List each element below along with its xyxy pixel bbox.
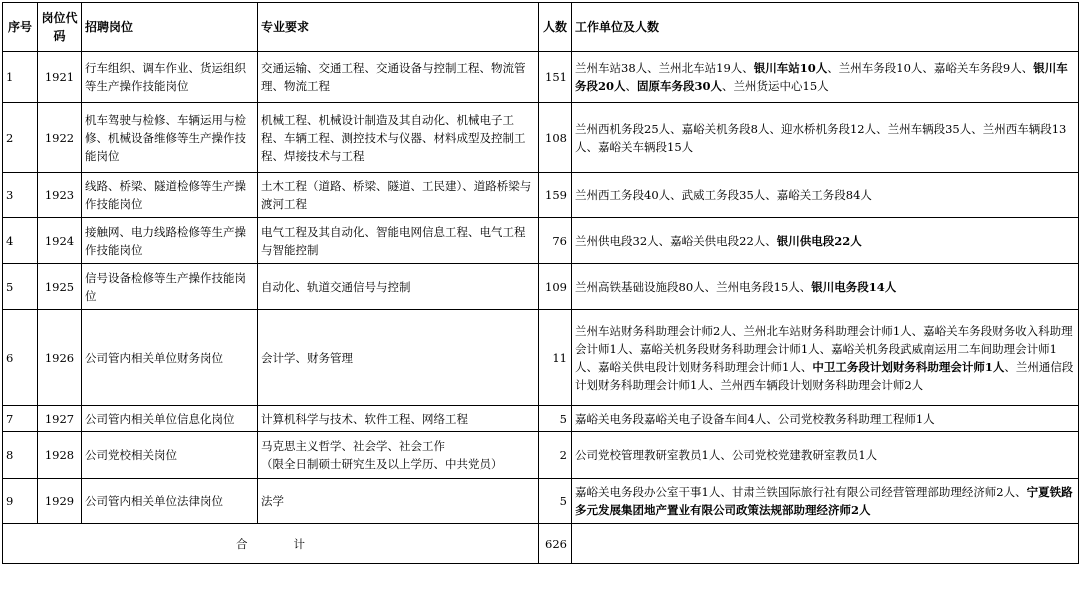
- row-seq: 5: [3, 264, 38, 310]
- header-count: 人数: [539, 3, 572, 52]
- table-row: [3, 264, 1079, 310]
- table-row: [3, 173, 1079, 218]
- row-seq: 3: [3, 173, 38, 218]
- units-text: 兰州车站财务科助理会计师2人、兰州北车站财务科助理会计师1人、嘉峪关车务段财务收入科助理会计师1人、嘉峪关机务段财务科助理会计师1人、嘉峪关机务段武威南运用二车间助理会计师1人、嘉峪关供电段计划财务科助理会计师1人、: [575, 323, 1073, 374]
- row-seq: 7: [3, 406, 38, 432]
- units-text: 兰州高铁基础设施段80人、兰州电务段15人、: [575, 279, 812, 294]
- row-position: 线路、桥梁、隧道检修等生产操作技能岗位: [82, 173, 258, 218]
- row-units: [572, 173, 1079, 218]
- row-code: 1925: [38, 264, 82, 310]
- total-count: 626: [539, 524, 572, 564]
- row-major: 电气工程及其自动化、智能电网信息工程、电气工程与智能控制: [258, 218, 539, 264]
- table-row: [3, 479, 1079, 524]
- table-row: [3, 52, 1079, 103]
- header-row: [3, 3, 1079, 52]
- table-row: [3, 432, 1079, 479]
- units-text: 嘉峪关电务段办公室干事1人、甘肃兰铁国际旅行社有限公司经营管理部助理经济师2人、: [575, 485, 1027, 499]
- units-text: 、兰州通信段计划财务科助理会计师1人、兰州西车辆段计划财务科助理会计师2人: [575, 359, 1074, 392]
- table-row: [3, 310, 1079, 406]
- row-units: [572, 432, 1079, 479]
- units-highlight: 固原车务段30人: [637, 79, 723, 93]
- units-highlight: 银川车务段20人: [575, 61, 1068, 93]
- row-units: [572, 52, 1079, 103]
- row-position: 信号设备检修等生产操作技能岗位: [82, 264, 258, 310]
- total-label: 合 计: [3, 524, 539, 564]
- row-major: 自动化、轨道交通信号与控制: [258, 264, 539, 310]
- header-position: 招聘岗位: [82, 3, 258, 52]
- row-major: 会计学、财务管理: [258, 310, 539, 406]
- table-row: [3, 103, 1079, 173]
- units-text: 兰州供电段32人、嘉峪关供电段22人、: [575, 233, 777, 248]
- total-units-empty: [572, 524, 1079, 564]
- row-code: 1929: [38, 479, 82, 524]
- row-major: 机械工程、机械设计制造及其自动化、机械电子工程、车辆工程、测控技术与仪器、材料成型及控制工程、焊接技术与工程: [258, 103, 539, 173]
- row-position: 行车组织、调车作业、货运组织等生产操作技能岗位: [82, 52, 258, 103]
- row-seq: 2: [3, 103, 38, 173]
- row-code: 1921: [38, 52, 82, 103]
- row-position: 公司管内相关单位财务岗位: [82, 310, 258, 406]
- row-seq: 1: [3, 52, 38, 103]
- header-seq: 序号: [3, 3, 38, 52]
- row-count: 76: [539, 218, 572, 264]
- row-code: 1923: [38, 173, 82, 218]
- units-text: 、: [625, 79, 638, 93]
- row-count: 159: [539, 173, 572, 218]
- row-major: 法学: [258, 479, 539, 524]
- units-highlight: 银川供电段22人: [776, 233, 862, 248]
- row-major-text: 马克思主义哲学、社会学、社会工作: [261, 439, 445, 453]
- header-code: 岗位代码: [38, 3, 82, 52]
- row-position: 接触网、电力线路检修等生产操作技能岗位: [82, 218, 258, 264]
- row-count: 5: [539, 479, 572, 524]
- row-position: 机车驾驶与检修、车辆运用与检修、机械设备维修等生产操作技能岗位: [82, 103, 258, 173]
- units-text: 兰州车站38人、兰州北车站19人、: [575, 61, 754, 75]
- row-seq: 6: [3, 310, 38, 406]
- row-count: 109: [539, 264, 572, 310]
- row-seq: 9: [3, 479, 38, 524]
- row-code: 1922: [38, 103, 82, 173]
- row-units: [572, 264, 1079, 310]
- row-units: [572, 218, 1079, 264]
- row-seq: 8: [3, 432, 38, 479]
- table-row: [3, 406, 1079, 432]
- row-units: [572, 103, 1079, 173]
- row-major: [258, 432, 539, 479]
- header-major: 专业要求: [258, 3, 539, 52]
- units-text: 公司党校管理教研室教员1人、公司党校党建教研室教员1人: [575, 448, 878, 462]
- units-text: 兰州西机务段25人、嘉峪关机务段8人、迎水桥机务段12人、兰州车辆段35人、兰州西车辆段13人、嘉峪关车辆段15人: [575, 121, 1067, 154]
- row-code: 1928: [38, 432, 82, 479]
- row-units: [572, 479, 1079, 524]
- row-major: 土木工程（道路、桥梁、隧道、工民建）、道路桥梁与渡河工程: [258, 173, 539, 218]
- total-row: [3, 524, 1079, 564]
- row-count: 11: [539, 310, 572, 406]
- units-text: 、兰州货运中心15人: [722, 79, 829, 93]
- row-position: 公司管内相关单位信息化岗位: [82, 406, 258, 432]
- row-count: 2: [539, 432, 572, 479]
- row-code: 1927: [38, 406, 82, 432]
- table-row: [3, 218, 1079, 264]
- units-highlight: 银川电务段14人: [811, 279, 897, 294]
- row-major: 计算机科学与技术、软件工程、网络工程: [258, 406, 539, 432]
- row-units: [572, 406, 1079, 432]
- recruitment-table: [2, 2, 1079, 564]
- units-highlight: 中卫工务段计划财务科助理会计师1人: [812, 359, 1005, 374]
- row-position: 公司党校相关岗位: [82, 432, 258, 479]
- units-text: 、兰州车务段10人、嘉峪关车务段9人、: [827, 61, 1034, 75]
- units-highlight: 银川车站10人: [753, 61, 828, 75]
- header-units: 工作单位及人数: [572, 3, 1079, 52]
- units-text: 兰州西工务段40人、武威工务段35人、嘉峪关工务段84人: [575, 188, 872, 202]
- row-units: [572, 310, 1079, 406]
- row-count: 5: [539, 406, 572, 432]
- row-seq: 4: [3, 218, 38, 264]
- row-code: 1926: [38, 310, 82, 406]
- row-count: 108: [539, 103, 572, 173]
- row-code: 1924: [38, 218, 82, 264]
- row-count: 151: [539, 52, 572, 103]
- row-major: 交通运输、交通工程、交通设备与控制工程、物流管理、物流工程: [258, 52, 539, 103]
- row-major-note: （限全日制硕士研究生及以上学历、中共党员）: [261, 457, 503, 471]
- units-text: 嘉峪关电务段嘉峪关电子设备车间4人、公司党校教务科助理工程师1人: [575, 411, 935, 426]
- row-position: 公司管内相关单位法律岗位: [82, 479, 258, 524]
- units-highlight: 宁夏铁路多元发展集团地产置业有限公司政策法规部助理经济师2人: [575, 485, 1073, 517]
